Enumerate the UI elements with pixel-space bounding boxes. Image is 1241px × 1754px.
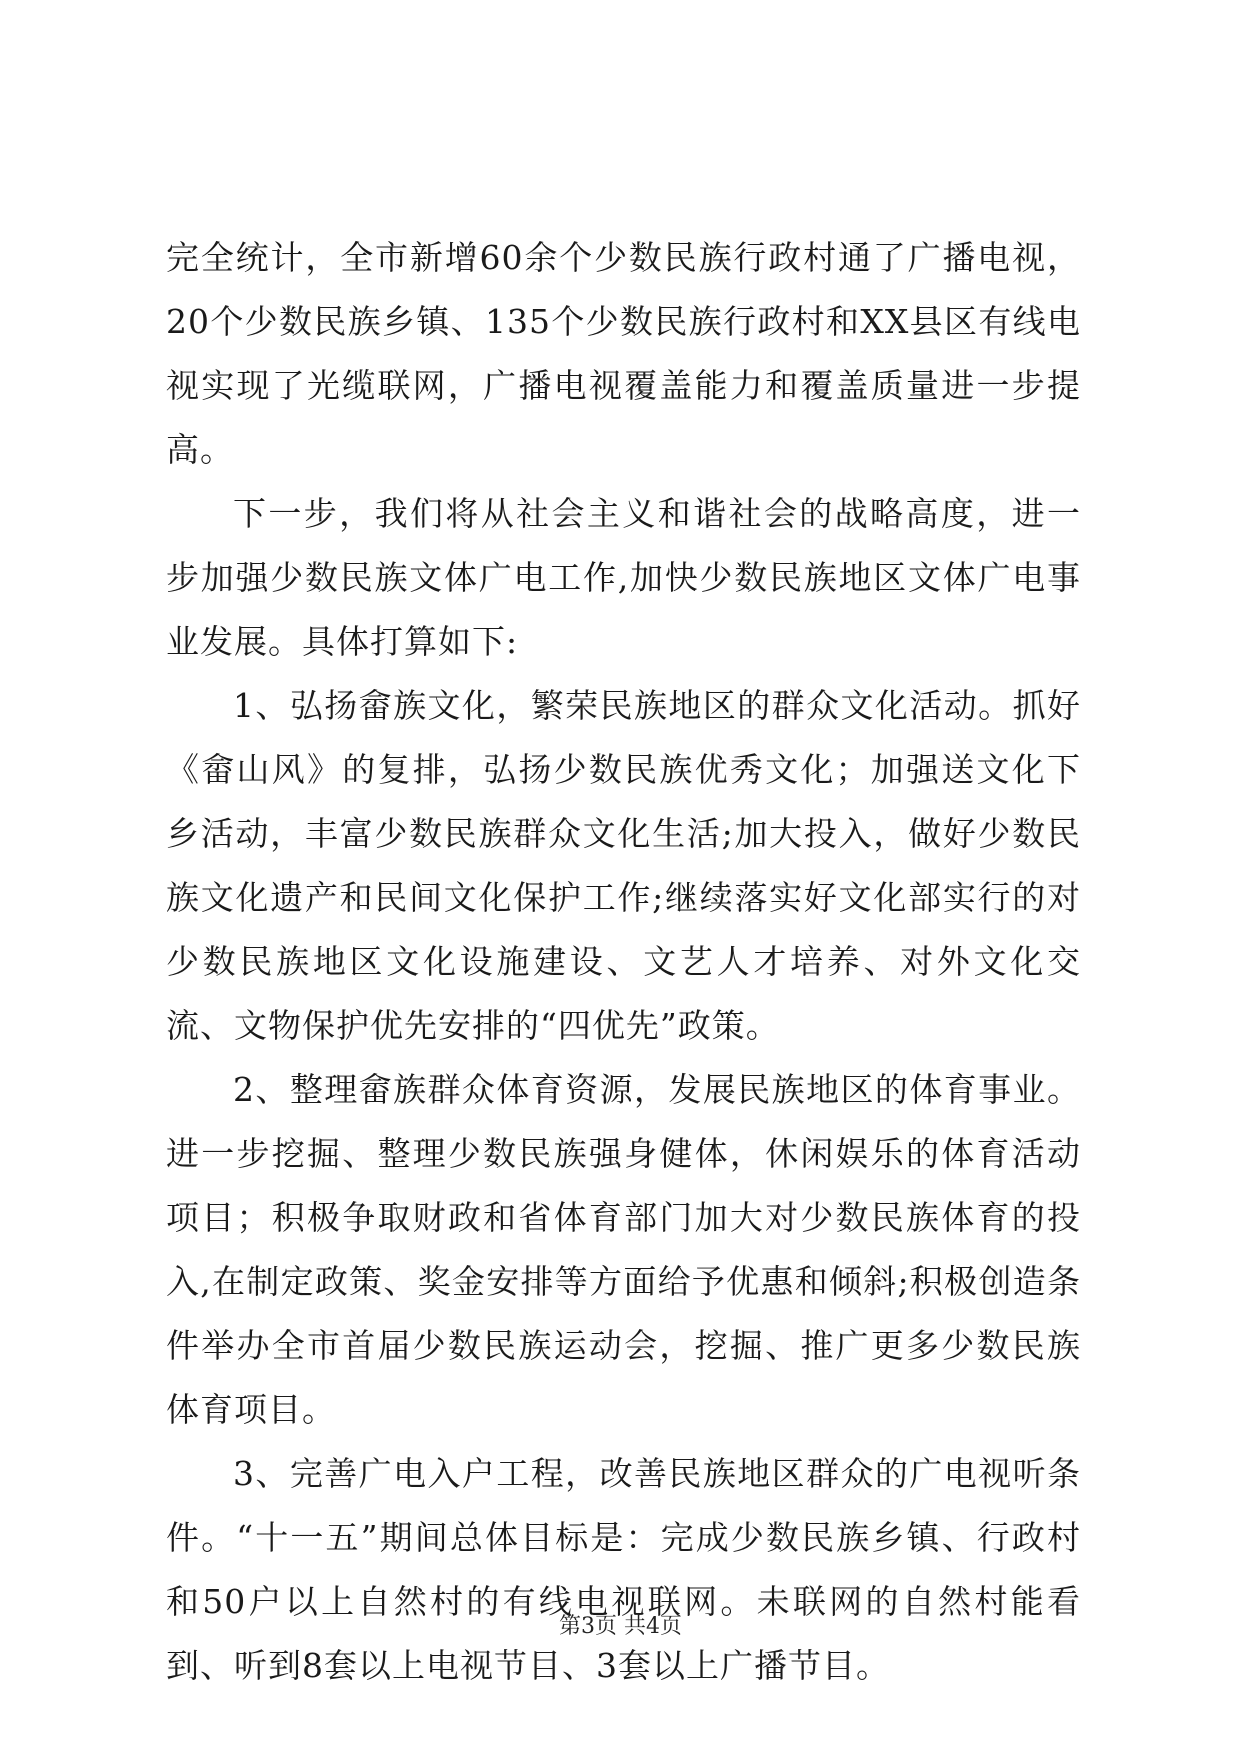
paragraph-5: 3、完善广电入户工程，改善民族地区群众的广电视听条件。“十一五”期间总体目标是：完成少数民族乡镇、行政村和50户以上自然村的有线电视联网。未联网的自然村能看到、听到8套以上电视节目、3套以上广播节目。 bbox=[166, 1454, 1081, 1685]
paragraph-2: 下一步，我们将从社会主义和谐社会的战略高度，进一步加强少数民族文体广电工作,加快少数民族地区文体广电事业发展。具体打算如下: bbox=[166, 494, 1081, 661]
paragraph-4: 2、整理畲族群众体育资源，发展民族地区的体育事业。进一步挖掘、整理少数民族强身健体，休闲娱乐的体育活动项目；积极争取财政和省体育部门加大对少数民族体育的投入,在制定政策、奖金安排等方面给予优惠和倾斜;积极创造条件举办全市首届少数民族运动会，挖掘、推广更多少数民族体育项目。 bbox=[166, 1070, 1081, 1429]
paragraph-1: 完全统计，全市新增60余个少数民族行政村通了广播电视，20个少数民族乡镇、135个少数民族行政村和XX县区有线电视实现了光缆联网，广播电视覆盖能力和覆盖质量进一步提高。 bbox=[166, 238, 1081, 469]
paragraph-3: 1、弘扬畲族文化，繁荣民族地区的群众文化活动。抓好《畲山风》的复排，弘扬少数民族优秀文化；加强送文化下乡活动，丰富少数民族群众文化生活;加大投入，做好少数民族文化遗产和民间文化保护工作;继续落实好文化部实行的对少数民族地区文化设施建设、文艺人才培养、对外文化交流、文物保护优先安排的“四优先”政策。 bbox=[166, 686, 1081, 1045]
document-body bbox=[166, 226, 1081, 1698]
page-footer: 第3页 共4页 bbox=[559, 1614, 682, 1639]
